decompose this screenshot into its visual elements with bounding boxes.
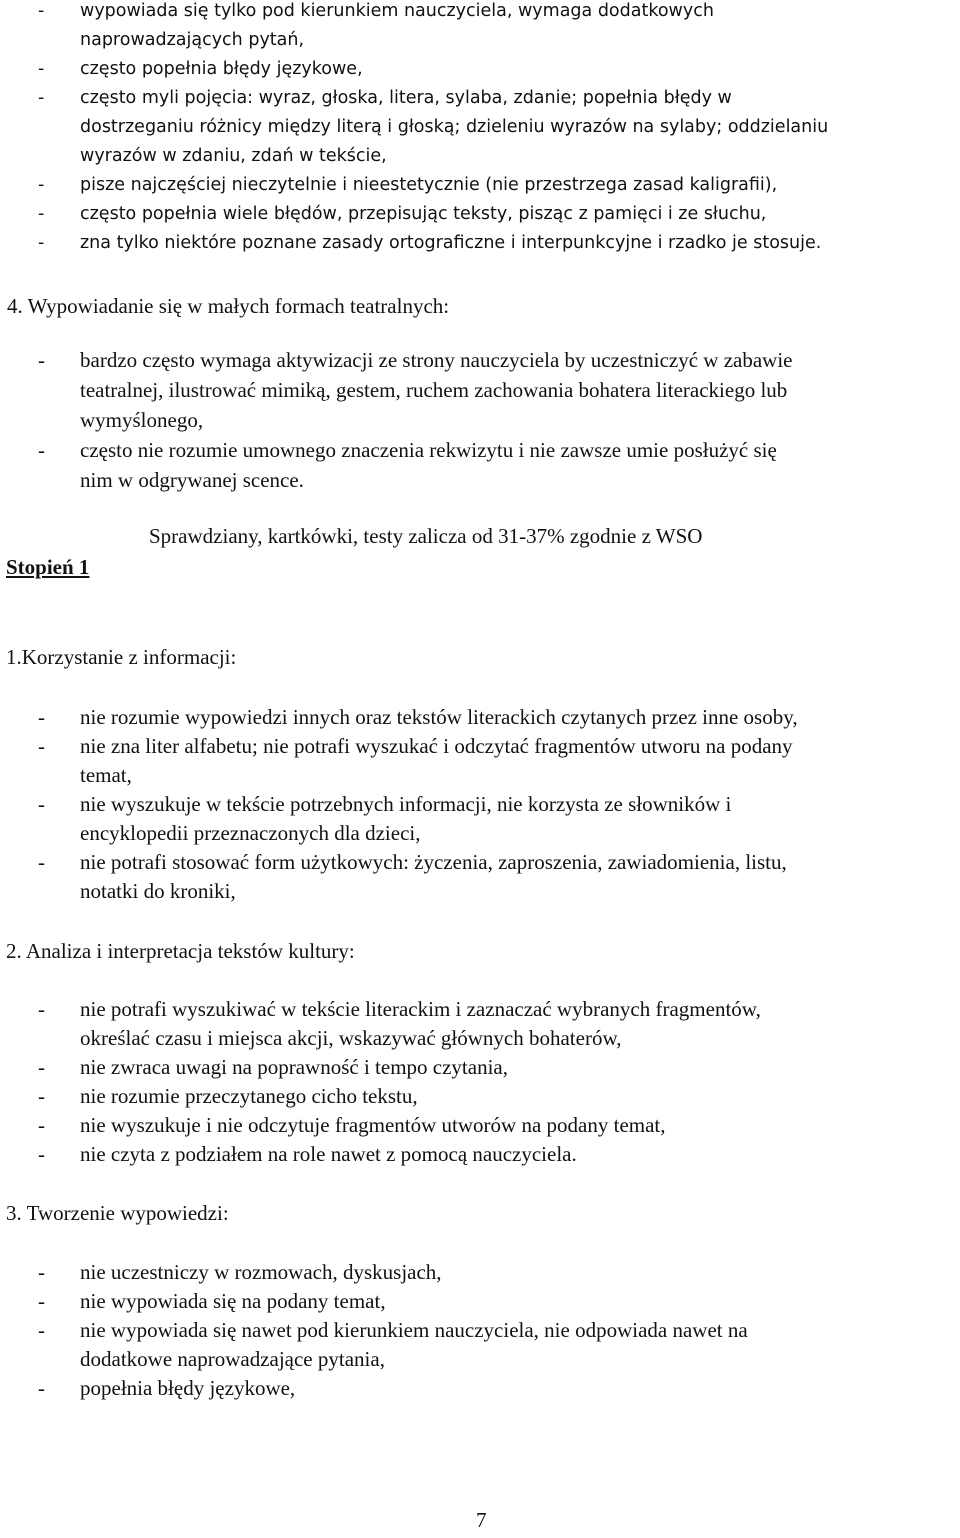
list-item-line: dostrzeganiu różnicy między literą i głoską; dzieleniu wyrazów na sylaby; oddzielaniu <box>80 117 829 137</box>
list-item-line: często popełnia błędy językowe, <box>80 59 363 79</box>
dash-bullet: - <box>38 1055 45 1079</box>
list-item-line: nie potrafi wyszukiwać w tekście literackim i zaznaczać wybranych fragmentów, <box>80 997 761 1021</box>
list-item-line: często nie rozumie umownego znaczenia rekwizytu i nie zawsze umie posłużyć się <box>80 438 777 462</box>
dash-bullet: - <box>38 175 45 195</box>
list-item-line: notatki do kroniki, <box>80 879 236 903</box>
dash-bullet: - <box>38 1113 45 1137</box>
dash-bullet: - <box>38 734 45 758</box>
list-item-line: nie wyszukuje i nie odczytuje fragmentów utworów na podany temat, <box>80 1113 666 1137</box>
dash-bullet: - <box>38 1289 45 1313</box>
list-item-line: określać czasu i miejsca akcji, wskazywać głównych bohaterów, <box>80 1026 622 1050</box>
list-item-line: naprowadzających pytań, <box>80 30 305 50</box>
dash-bullet: - <box>38 792 45 816</box>
list-item-line: encyklopedii przeznaczonych dla dzieci, <box>80 821 421 845</box>
dash-bullet: - <box>38 850 45 874</box>
list-item-line: nie rozumie przeczytanego cicho tekstu, <box>80 1084 418 1108</box>
grade-note: Sprawdziany, kartkówki, testy zalicza od 31-37% zgodnie z WSO <box>149 524 703 548</box>
dash-bullet: - <box>38 59 45 79</box>
dash-bullet: - <box>38 1084 45 1108</box>
list-item-line: nie potrafi stosować form użytkowych: życzenia, zaproszenia, zawiadomienia, listu, <box>80 850 787 874</box>
list-item-line: wyrazów w zdaniu, zdań w tekście, <box>80 146 387 166</box>
list-item-line: popełnia błędy językowe, <box>80 1376 296 1400</box>
section-heading: 2. Analiza i interpretacja tekstów kultury: <box>6 939 355 963</box>
list-item-line: zna tylko niektóre poznane zasady ortograficzne i interpunkcyjne i rzadko je stosuje. <box>80 233 822 253</box>
list-item-line: nie zwraca uwagi na poprawność i tempo czytania, <box>80 1055 508 1079</box>
section-heading: 3. Tworzenie wypowiedzi: <box>6 1201 229 1225</box>
list-item-line: dodatkowe naprowadzające pytania, <box>80 1347 385 1371</box>
dash-bullet: - <box>38 705 45 729</box>
list-item-line: teatralnej, ilustrować mimiką, gestem, ruchem zachowania bohatera literackiego lub <box>80 378 788 402</box>
list-item-line: często popełnia wiele błędów, przepisując teksty, pisząc z pamięci i ze słuchu, <box>80 204 767 224</box>
grade-title: Stopień 1 <box>6 555 90 579</box>
dash-bullet: - <box>38 1318 45 1342</box>
list-item-line: nie wyszukuje w tekście potrzebnych informacji, nie korzysta ze słowników i <box>80 792 732 816</box>
list-item-line: nie wypowiada się nawet pod kierunkiem nauczyciela, nie odpowiada nawet na <box>80 1318 748 1342</box>
dash-bullet: - <box>38 1 45 21</box>
dash-bullet: - <box>38 1376 45 1400</box>
list-item-line: temat, <box>80 763 132 787</box>
list-item-line: bardzo często wymaga aktywizacji ze strony nauczyciela by uczestniczyć w zabawie <box>80 348 793 372</box>
dash-bullet: - <box>38 233 45 253</box>
dash-bullet: - <box>38 88 45 108</box>
list-item-line: nim w odgrywanej scence. <box>80 468 304 492</box>
list-item-line: często myli pojęcia: wyraz, głoska, litera, sylaba, zdanie; popełnia błędy w <box>80 88 732 108</box>
dash-bullet: - <box>38 1142 45 1166</box>
list-item-line: wymyślonego, <box>80 408 204 432</box>
dash-bullet: - <box>38 348 45 372</box>
list-item-line: wypowiada się tylko pod kierunkiem nauczyciela, wymaga dodatkowych <box>80 1 714 21</box>
dash-bullet: - <box>38 438 45 462</box>
list-item-line: nie zna liter alfabetu; nie potrafi wyszukać i odczytać fragmentów utworu na podany <box>80 734 793 758</box>
dash-bullet: - <box>38 1260 45 1284</box>
section-heading: 1.Korzystanie z informacji: <box>6 645 237 669</box>
list-item-line: nie rozumie wypowiedzi innych oraz tekstów literackich czytanych przez inne osoby, <box>80 705 798 729</box>
dash-bullet: - <box>38 997 45 1021</box>
list-item-line: nie wypowiada się na podany temat, <box>80 1289 386 1313</box>
page-number: 7 <box>476 1508 487 1532</box>
list-item-line: pisze najczęściej nieczytelnie i nieestetycznie (nie przestrzega zasad kaligrafii), <box>80 175 778 195</box>
section-heading: 4. Wypowiadanie się w małych formach teatralnych: <box>7 294 450 318</box>
dash-bullet: - <box>38 204 45 224</box>
list-item-line: nie uczestniczy w rozmowach, dyskusjach, <box>80 1260 442 1284</box>
list-item-line: nie czyta z podziałem na role nawet z pomocą nauczyciela. <box>80 1142 577 1166</box>
